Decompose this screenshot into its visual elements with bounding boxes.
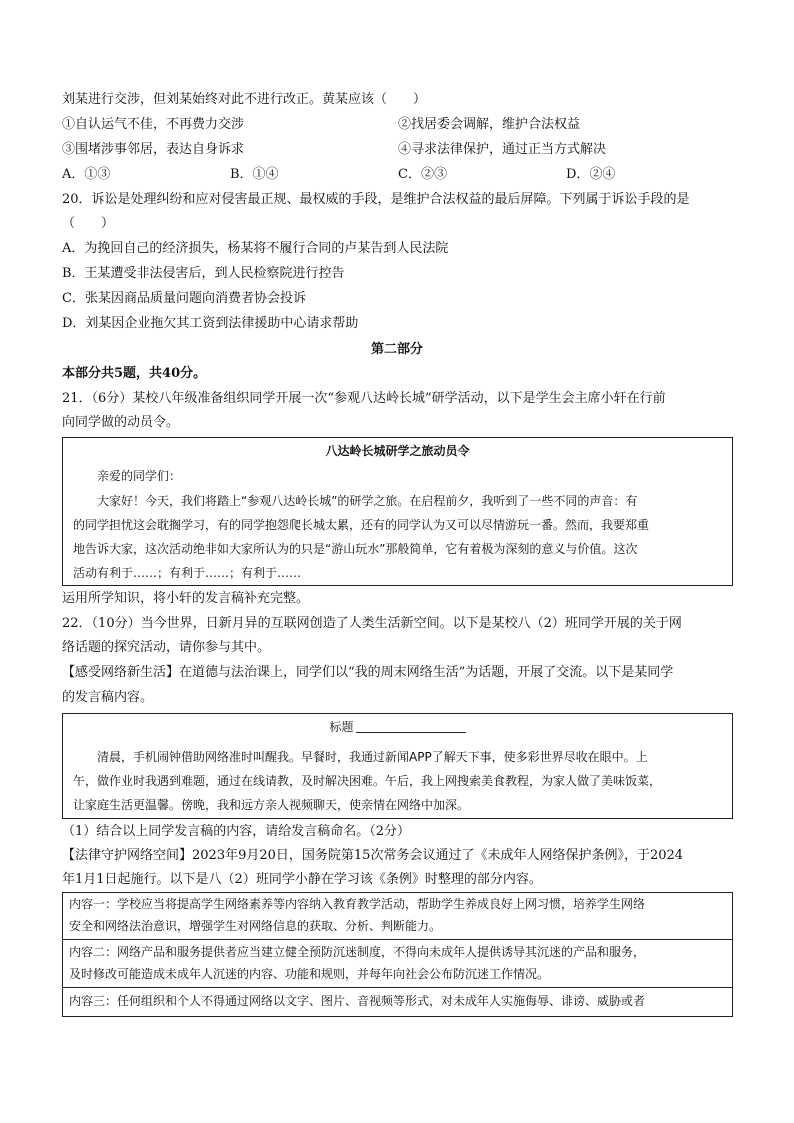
q21-box-title: 八达岭长城研学之旅动员令 — [325, 444, 470, 458]
q22-title-blank[interactable] — [356, 718, 466, 733]
q19-stem-continuation: 刘某进行交涉，但刘某始终对此不进行改正。黄某应该（ ） — [62, 92, 427, 107]
q22-box-line3: 让家庭生活更温馨。傍晚，我和远方亲人视频聊天，使亲情在网络中加深。 — [73, 798, 470, 812]
q22-section2-line2: 年1月1日起施行。以下是八（2）班同学小静在学习该《条例》时整理的部分内容。 — [62, 872, 542, 887]
q22-box-line1: 清晨，手机闹钟借助网络准时叫醒我。早餐时，我通过新闻APP了解天下事，使多彩世界尽收在眼中。上 — [97, 750, 648, 764]
q21-box-line3: 地告诉大家，这次活动绝非如大家所认为的只是“游山玩水”那般简单，它有着极为深刻的意义与价值。这次 — [73, 542, 638, 556]
q22-table-divider-2 — [63, 987, 732, 988]
q20-choice-c: C．张某因商品质量问题向消费者协会投诉 — [62, 291, 306, 306]
q22-speech-box — [62, 713, 733, 819]
q22-table-row2-line1: 内容二：网络产品和服务提供者应当建立健全预防沉迷制度，不得向未成年人提供诱导其沉迷的产品和服务， — [69, 945, 646, 959]
part2-title: 第二部分 — [370, 342, 423, 357]
q22-box-title-label: 标题 — [329, 720, 354, 734]
part2-intro: 本部分共5题，共40分。 — [62, 366, 207, 381]
q21-stem-line1: 21．（6分）某校八年级准备组织同学开展一次“参观八达岭长城”研学活动，以下是学生会主席小轩在行前 — [62, 391, 666, 406]
q21-mobilization-box — [62, 437, 733, 586]
q22-section1-line1: 【感受网络新生活】在道德与法治课上，同学们以“我的周末网络生活”为话题，开展了交流。以下是某同学 — [62, 665, 674, 680]
q20-answer-paren: （ ） — [62, 216, 115, 231]
q19-statement-4: ④寻求法律保护，通过正当方式解决 — [398, 142, 607, 157]
q22-section1-line2: 的发言稿内容。 — [62, 690, 154, 705]
q20-choice-b: B．王某遭受非法侵害后，到人民检察院进行控告 — [62, 266, 345, 281]
q21-stem-line2: 向同学做的动员令。 — [62, 415, 180, 430]
q19-choice-d: D．②④ — [566, 167, 616, 182]
q19-choice-b: B．①④ — [230, 167, 279, 182]
q22-box-line2: 午，做作业时我遇到难题，通过在线请教，及时解决困难。午后，我上网搜索美食教程，为家人做了美味饭菜， — [73, 774, 662, 788]
q20-stem: 20．诉讼是处理纠纷和应对侵害最正规、最权威的手段，是维护合法权益的最后屏障。下列属于诉讼手段的是 — [62, 192, 690, 207]
q21-box-line1: 大家好！今天，我们将踏上“参观八达岭长城”的研学之旅。在启程前夕，我听到了一些不同的声音：有 — [97, 494, 638, 508]
q22-table-row2-line2: 及时修改可能造成未成年人沉迷的内容、功能和规则，并每年向社会公布防沉迷工作情况。 — [69, 967, 550, 981]
q21-instruction: 运用所学知识，将小轩的发言稿补充完整。 — [62, 591, 310, 606]
q22-stem-line2: 络话题的探究活动，请你参与其中。 — [62, 640, 271, 655]
q22-table-row3-line1: 内容三：任何组织和个人不得通过网络以文字、图片、音视频等形式，对未成年人实施侮辱、诽谤、威胁或者 — [69, 994, 646, 1008]
q22-stem-line1: 22．（10分）当今世界，日新月异的互联网创造了人类生活新空间。以下是某校八（2）班同学开展的关于网 — [62, 616, 682, 631]
q22-box-title-row — [63, 718, 732, 737]
q22-table-row1-line1: 内容一：学校应当将提高学生网络素养等内容纳入教育教学活动，帮助学生养成良好上网习惯，培养学生网络 — [69, 897, 646, 911]
q21-box-line2: 的同学担忧这会耽搁学习，有的同学抱怨爬长城太累，还有的同学认为又可以尽情游玩一番。然而，我要郑重 — [73, 518, 650, 532]
q20-choice-d: D．刘某因企业拖欠其工资到法律援助中心请求帮助 — [62, 316, 359, 331]
q19-statement-3: ③围堵涉事邻居，表达自身诉求 — [62, 142, 245, 157]
q19-choice-a: A．①③ — [62, 167, 111, 182]
q22-subquestion-1: （1）结合以上同学发言稿的内容，请给发言稿命名。（2分） — [62, 824, 411, 839]
q22-section2-line1: 【法律守护网络空间】2023年9月20日，国务院第15次常务会议通过了《未成年人网络保护条例》，于2024 — [62, 848, 684, 863]
q21-box-greeting: 亲爱的同学们： — [97, 469, 182, 483]
q21-box-line4: 活动有利于……；有利于……；有利于…… — [73, 566, 302, 580]
q19-statement-1: ①自认运气不佳，不再费力交涉 — [62, 117, 245, 132]
q22-regulation-table — [62, 892, 733, 1017]
q20-choice-a: A．为挽回自己的经济损失，杨某将不履行合同的卢某告到人民法院 — [62, 241, 449, 256]
q19-statement-2: ②找居委会调解，维护合法权益 — [398, 117, 581, 132]
q22-table-divider-1 — [63, 939, 732, 940]
q22-table-row1-line2: 安全和网络法治意识，增强学生对网络信息的获取、分析、判断能力。 — [69, 919, 442, 933]
q19-choice-c: C．②③ — [398, 167, 447, 182]
